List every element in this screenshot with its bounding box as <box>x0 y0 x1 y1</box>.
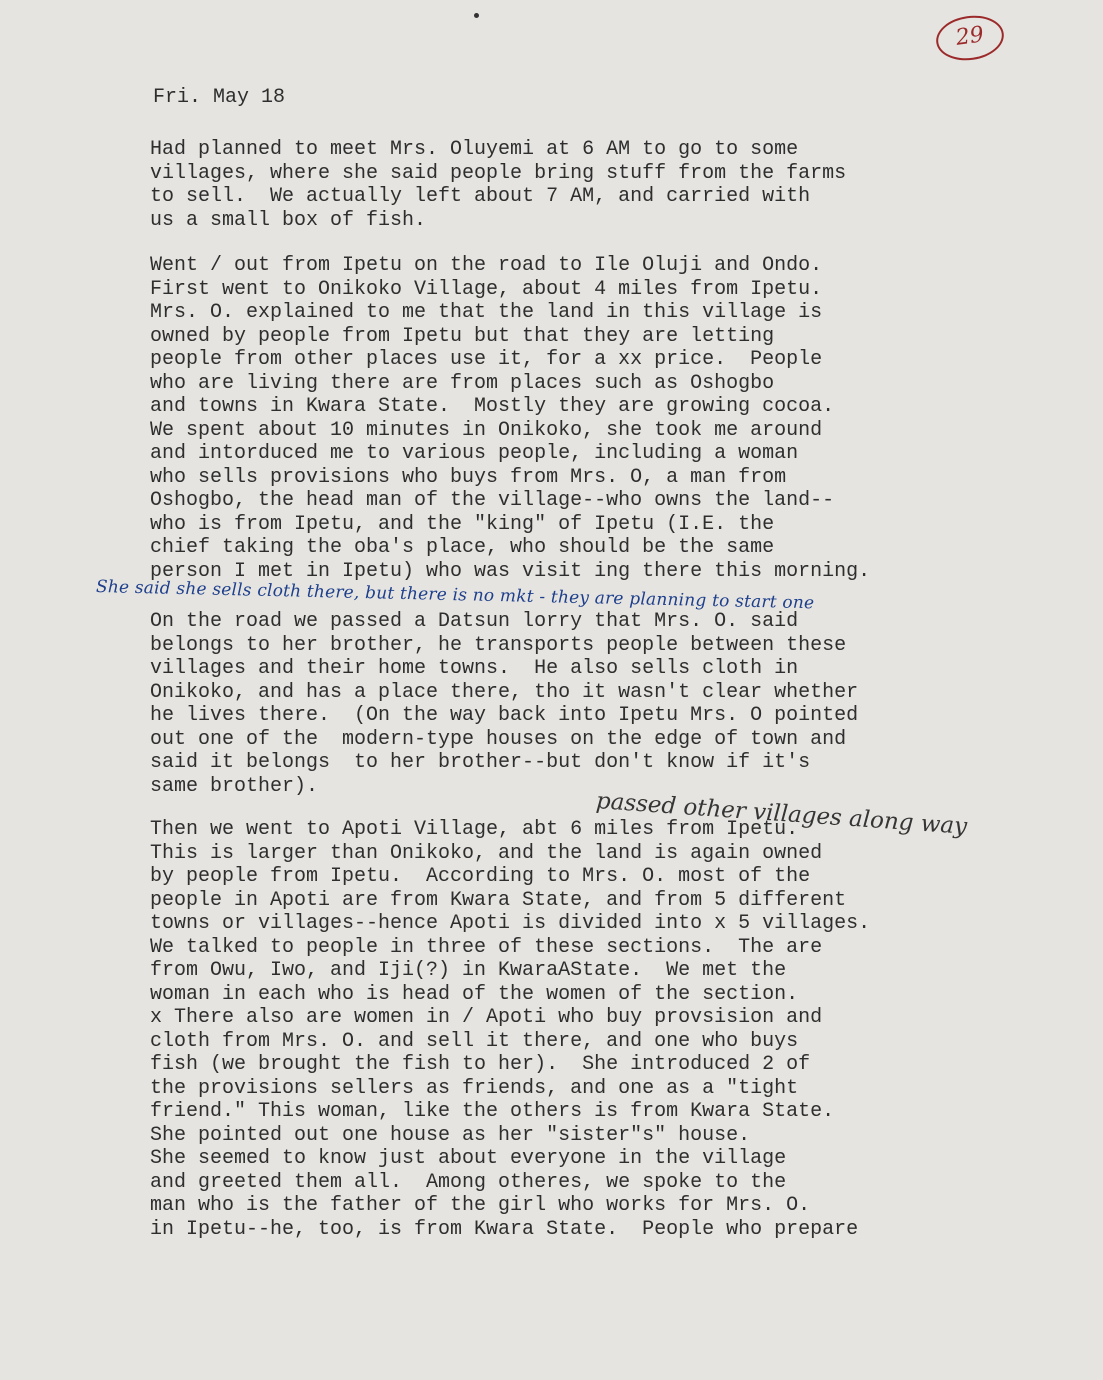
text-line: chief taking the oba's place, who should be the same <box>150 536 775 559</box>
text-line: fish (we brought the fish to her). She introduced 2 of <box>150 1053 811 1076</box>
text-line: Mrs. O. explained to me that the land in this village is <box>150 301 823 324</box>
text-line: owned by people from Ipetu but that they are letting <box>150 324 775 348</box>
text-line: This is larger than Onikoko, and the land is again owned <box>150 841 823 865</box>
handwritten-note-cloth: She said she sells cloth there, but there is no mkt - they are planning to start one <box>95 577 815 614</box>
text-line: On the road we passed a Datsun lorry that Mrs. O. said <box>150 610 799 633</box>
text-line: out one of the modern-type houses on the edge of town and <box>150 727 847 751</box>
date-heading: Fri. May 18 <box>153 86 286 109</box>
text-line: in Ipetu--he, too, is from Kwara State. People who prepare <box>150 1217 859 1241</box>
paragraph-1 <box>150 138 846 232</box>
handwritten-note-villages: passed other villages along way <box>595 788 968 840</box>
text-line: who sells provisions who buys from Mrs. O, a man from <box>150 465 787 489</box>
text-line: person I met in Ipetu) who was visit ing there this morning. <box>150 559 871 583</box>
paragraph-4 <box>150 818 870 1241</box>
text-line: Oshogbo, the head man of the village--who owns the land-- <box>150 489 835 512</box>
paragraph-3 <box>150 610 858 798</box>
text-line: villages and their home towns. He also sells cloth in <box>150 657 799 680</box>
text-line: First went to Onikoko Village, about 4 miles from Ipetu. <box>150 277 823 301</box>
text-line: x There also are women in / Apoti who buy provsision and <box>150 1006 823 1029</box>
text-line: man who is the father of the girl who works for Mrs. O. <box>150 1194 811 1217</box>
text-line: We talked to people in three of these sections. The are <box>150 935 823 959</box>
text-line: from Owu, Iwo, and Iji(?) in KwaraAState. We met the <box>150 959 787 982</box>
text-line: and intorduced me to various people, including a woman <box>150 442 799 465</box>
paragraph-2 <box>150 254 870 583</box>
text-line: Then we went to Apoti Village, abt 6 miles from Ipetu. <box>150 818 799 841</box>
text-line: friend." This woman, like the others is from Kwara State. <box>150 1100 835 1123</box>
text-line: and towns in Kwara State. Mostly they are growing cocoa. <box>150 395 835 418</box>
text-line: the provisions sellers as friends, and one as a "tight <box>150 1076 799 1100</box>
text-line: cloth from Mrs. O. and sell it there, and one who buys <box>150 1029 799 1053</box>
text-line: who are living there are from places such as Oshogbo <box>150 371 775 395</box>
text-line: She seemed to know just about everyone in the village <box>150 1147 787 1170</box>
text-line: people in Apoti are from Kwara State, and from 5 different <box>150 888 847 912</box>
text-line: towns or villages--hence Apoti is divided into x 5 villages. <box>150 912 871 935</box>
text-line: he lives there. (On the way back into Ipetu Mrs. O pointed <box>150 704 859 727</box>
text-line: by people from Ipetu. According to Mrs. O. most of the <box>150 865 811 888</box>
text-line: woman in each who is head of the women of the section. <box>150 982 799 1006</box>
text-line: same brother). <box>150 774 319 798</box>
text-line: We spent about 10 minutes in Onikoko, she took me around <box>150 418 823 442</box>
ink-dot <box>474 13 479 18</box>
text-line: Went / out from Ipetu on the road to Ile Oluji and Ondo. <box>150 254 823 277</box>
text-line: to sell. We actually left about 7 AM, and carried with <box>150 185 811 208</box>
text-line: and greeted them all. Among otheres, we spoke to the <box>150 1170 787 1194</box>
text-line: us a small box of fish. <box>150 208 427 232</box>
text-line: She pointed out one house as her "sister"s" house. <box>150 1123 751 1147</box>
text-line: Onikoko, and has a place there, tho it wasn't clear whether <box>150 680 859 704</box>
page-number-circle: 29 <box>933 11 1006 64</box>
text-line: Had planned to meet Mrs. Oluyemi at 6 AM to go to some <box>150 138 799 161</box>
text-line: villages, where she said people bring stuff from the farms <box>150 161 847 185</box>
text-line: people from other places use it, for a xx price. People <box>150 348 823 371</box>
text-line: belongs to her brother, he transports people between these <box>150 633 847 657</box>
text-line: who is from Ipetu, and the "king" of Ipetu (I.E. the <box>150 512 775 536</box>
text-line: said it belongs to her brother--but don't know if it's <box>150 751 811 774</box>
